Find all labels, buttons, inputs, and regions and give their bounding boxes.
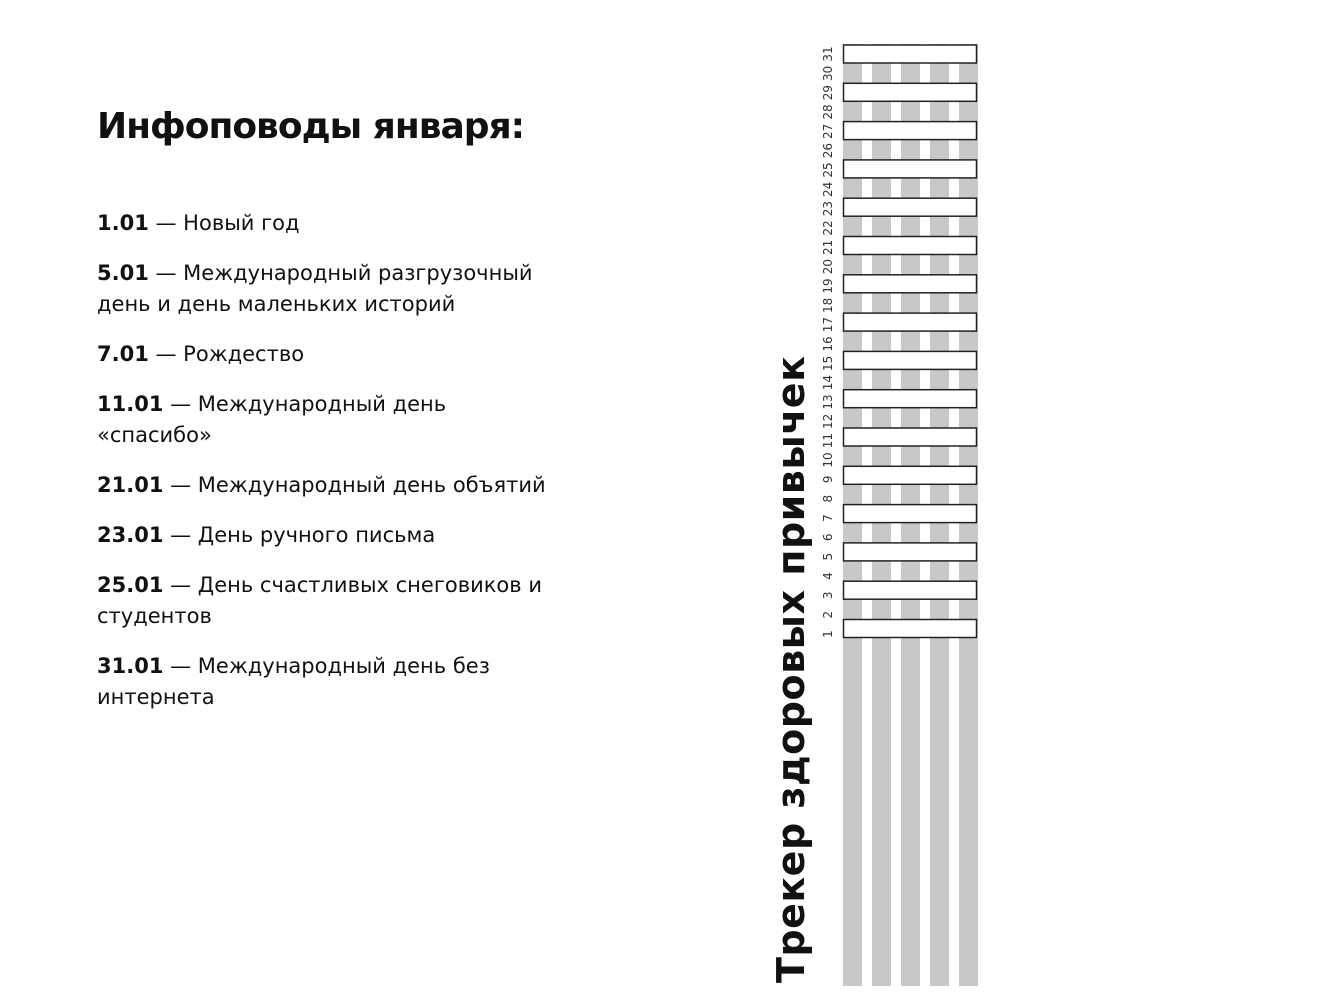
habit-row-box[interactable] <box>844 428 977 446</box>
day-label: 24 <box>821 181 835 197</box>
day-label: 2 <box>821 610 835 619</box>
day-label: 10 <box>821 452 835 468</box>
events-title: Инфоповоды января: <box>97 106 525 147</box>
day-label: 1 <box>821 630 835 638</box>
habit-row-box[interactable] <box>844 351 977 369</box>
event-item <box>97 651 567 713</box>
event-item <box>97 520 567 551</box>
day-label: 4 <box>821 572 835 580</box>
day-label: 27 <box>821 123 835 139</box>
day-label: 28 <box>821 104 835 120</box>
events-list <box>97 208 567 732</box>
day-label: 26 <box>821 143 835 159</box>
event-item <box>97 208 567 239</box>
day-label: 9 <box>821 475 835 484</box>
event-item <box>97 258 567 320</box>
day-label: 16 <box>821 336 835 352</box>
tracker-title: Трекер здоровых привычек <box>769 355 813 983</box>
event-text: — Международный разгрузочный день и день маленьких историй <box>97 261 533 316</box>
event-item <box>97 470 567 501</box>
day-label: 8 <box>821 494 835 503</box>
event-date: 23.01 <box>97 523 164 547</box>
habit-row-box[interactable] <box>844 313 977 331</box>
event-item <box>97 339 567 370</box>
day-label: 12 <box>821 413 835 429</box>
event-date: 31.01 <box>97 654 164 678</box>
event-text: — Международный день «спасибо» <box>97 392 447 447</box>
event-text: — Новый год <box>148 211 300 235</box>
habit-row-box[interactable] <box>844 160 977 178</box>
day-label: 31 <box>821 46 835 62</box>
event-date: 11.01 <box>97 392 164 416</box>
day-label: 30 <box>821 65 835 81</box>
habit-row-box[interactable] <box>844 505 977 523</box>
day-label: 23 <box>821 201 835 217</box>
day-label: 20 <box>821 259 835 275</box>
day-label: 25 <box>821 162 835 178</box>
event-date: 25.01 <box>97 573 164 597</box>
day-label: 29 <box>821 85 835 101</box>
event-text: — Рождество <box>148 342 305 366</box>
day-label: 15 <box>821 355 835 371</box>
habit-row-box[interactable] <box>844 83 977 101</box>
day-label: 22 <box>821 220 835 236</box>
habit-row-box[interactable] <box>844 275 977 293</box>
day-label: 17 <box>821 317 835 333</box>
event-text: — Международный день без интернета <box>97 654 490 709</box>
event-item <box>97 570 567 632</box>
day-label: 6 <box>821 533 835 542</box>
event-date: 21.01 <box>97 473 164 497</box>
habit-row-box[interactable] <box>844 581 977 599</box>
day-label: 14 <box>821 375 835 391</box>
day-label: 11 <box>821 433 835 449</box>
event-text: — День счастливых снеговиков и студентов <box>97 573 542 628</box>
habit-row-box[interactable] <box>844 620 977 638</box>
habit-row-box[interactable] <box>844 45 977 63</box>
habit-row-box[interactable] <box>844 466 977 484</box>
day-label: 3 <box>821 591 835 600</box>
habit-row-box[interactable] <box>844 390 977 408</box>
habit-row-box[interactable] <box>844 198 977 216</box>
event-text: — День ручного письма <box>163 523 436 547</box>
habit-row-box[interactable] <box>844 122 977 140</box>
event-text: — Международный день объятий <box>163 473 546 497</box>
day-label: 5 <box>821 552 835 561</box>
event-date: 5.01 <box>97 261 149 285</box>
habit-tracker <box>812 38 992 988</box>
event-date: 1.01 <box>97 211 149 235</box>
event-item <box>97 389 567 451</box>
day-label: 21 <box>821 239 835 255</box>
day-label: 19 <box>821 278 835 294</box>
day-label: 7 <box>821 514 835 522</box>
habit-row-box[interactable] <box>844 237 977 255</box>
day-label: 13 <box>821 394 835 410</box>
habit-row-box[interactable] <box>844 543 977 561</box>
day-label: 18 <box>821 297 835 313</box>
event-date: 7.01 <box>97 342 149 366</box>
